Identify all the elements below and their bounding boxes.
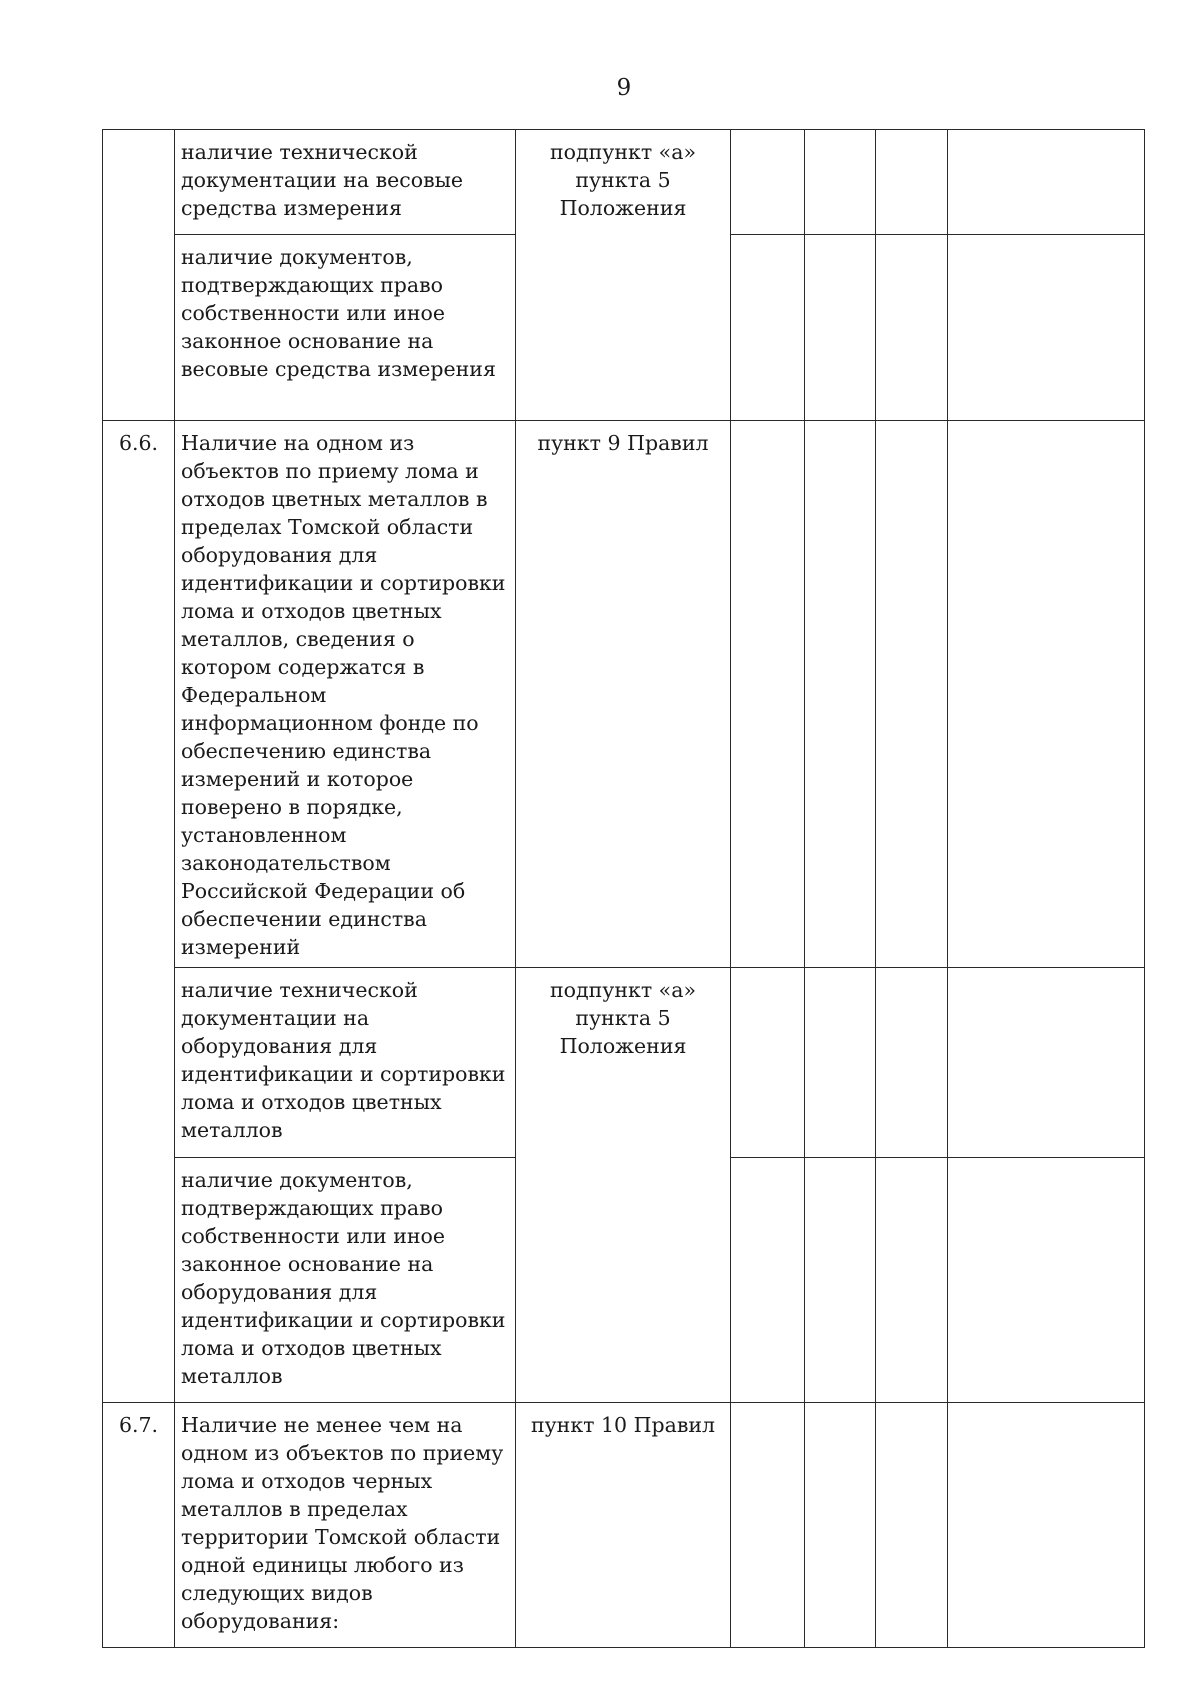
blank-cell [876, 1403, 948, 1648]
blank-cell [731, 421, 805, 968]
item-number-cell: 6.6. [103, 421, 175, 1403]
blank-cell [731, 968, 805, 1158]
reference-cell: подпункт «а» пункта 5 Положения [516, 130, 731, 421]
blank-cell [948, 1158, 1145, 1403]
requirement-cell: наличие документов, подтверждающих право собственности или иное законное основание на весовые средства измерения [175, 235, 516, 421]
blank-cell [805, 235, 876, 421]
page-number: 9 [616, 75, 632, 101]
blank-cell [948, 235, 1145, 421]
blank-cell [805, 1403, 876, 1648]
requirement-cell: Наличие не менее чем на одном из объектов по приему лома и отходов черных металлов в пределах территории Томской области одной единицы любого из следующих видов оборудования: [175, 1403, 516, 1648]
blank-cell [876, 130, 948, 235]
blank-cell [876, 421, 948, 968]
reference-cell: подпункт «а» пункта 5 Положения [516, 968, 731, 1403]
table-row [103, 130, 1145, 235]
blank-cell [805, 1158, 876, 1403]
requirement-cell: наличие документов, подтверждающих право собственности или иное законное основание на оборудования для идентификации и сортировки лома и отходов цветных металлов [175, 1158, 516, 1403]
blank-cell [731, 1403, 805, 1648]
table-row [103, 968, 1145, 1158]
blank-cell [876, 1158, 948, 1403]
blank-cell [948, 968, 1145, 1158]
requirement-cell: наличие технической документации на весовые средства измерения [175, 130, 516, 235]
table-row [103, 1403, 1145, 1648]
requirements-table [102, 129, 1145, 1648]
blank-cell [876, 235, 948, 421]
blank-cell [805, 968, 876, 1158]
blank-cell [948, 1403, 1145, 1648]
blank-cell [731, 1158, 805, 1403]
blank-cell [731, 130, 805, 235]
table-row [103, 421, 1145, 968]
blank-cell [805, 421, 876, 968]
reference-cell: пункт 10 Правил [516, 1403, 731, 1648]
reference-cell: пункт 9 Правил [516, 421, 731, 968]
item-number-cell: 6.7. [103, 1403, 175, 1648]
blank-cell [805, 130, 876, 235]
blank-cell [948, 130, 1145, 235]
requirement-cell: Наличие на одном из объектов по приему лома и отходов цветных металлов в пределах Томской области оборудования для идентификации и сортировки лома и отходов цветных металлов, сведения о котором содержатся в Федеральном информационном фонде по обеспечению единства измерений и которое поверено в порядке, установленном законодательством Российской Федерации об обеспечении единства измерений [175, 421, 516, 968]
item-number-cell [103, 130, 175, 421]
blank-cell [731, 235, 805, 421]
blank-cell [948, 421, 1145, 968]
blank-cell [876, 968, 948, 1158]
requirement-cell: наличие технической документации на оборудования для идентификации и сортировки лома и отходов цветных металлов [175, 968, 516, 1158]
